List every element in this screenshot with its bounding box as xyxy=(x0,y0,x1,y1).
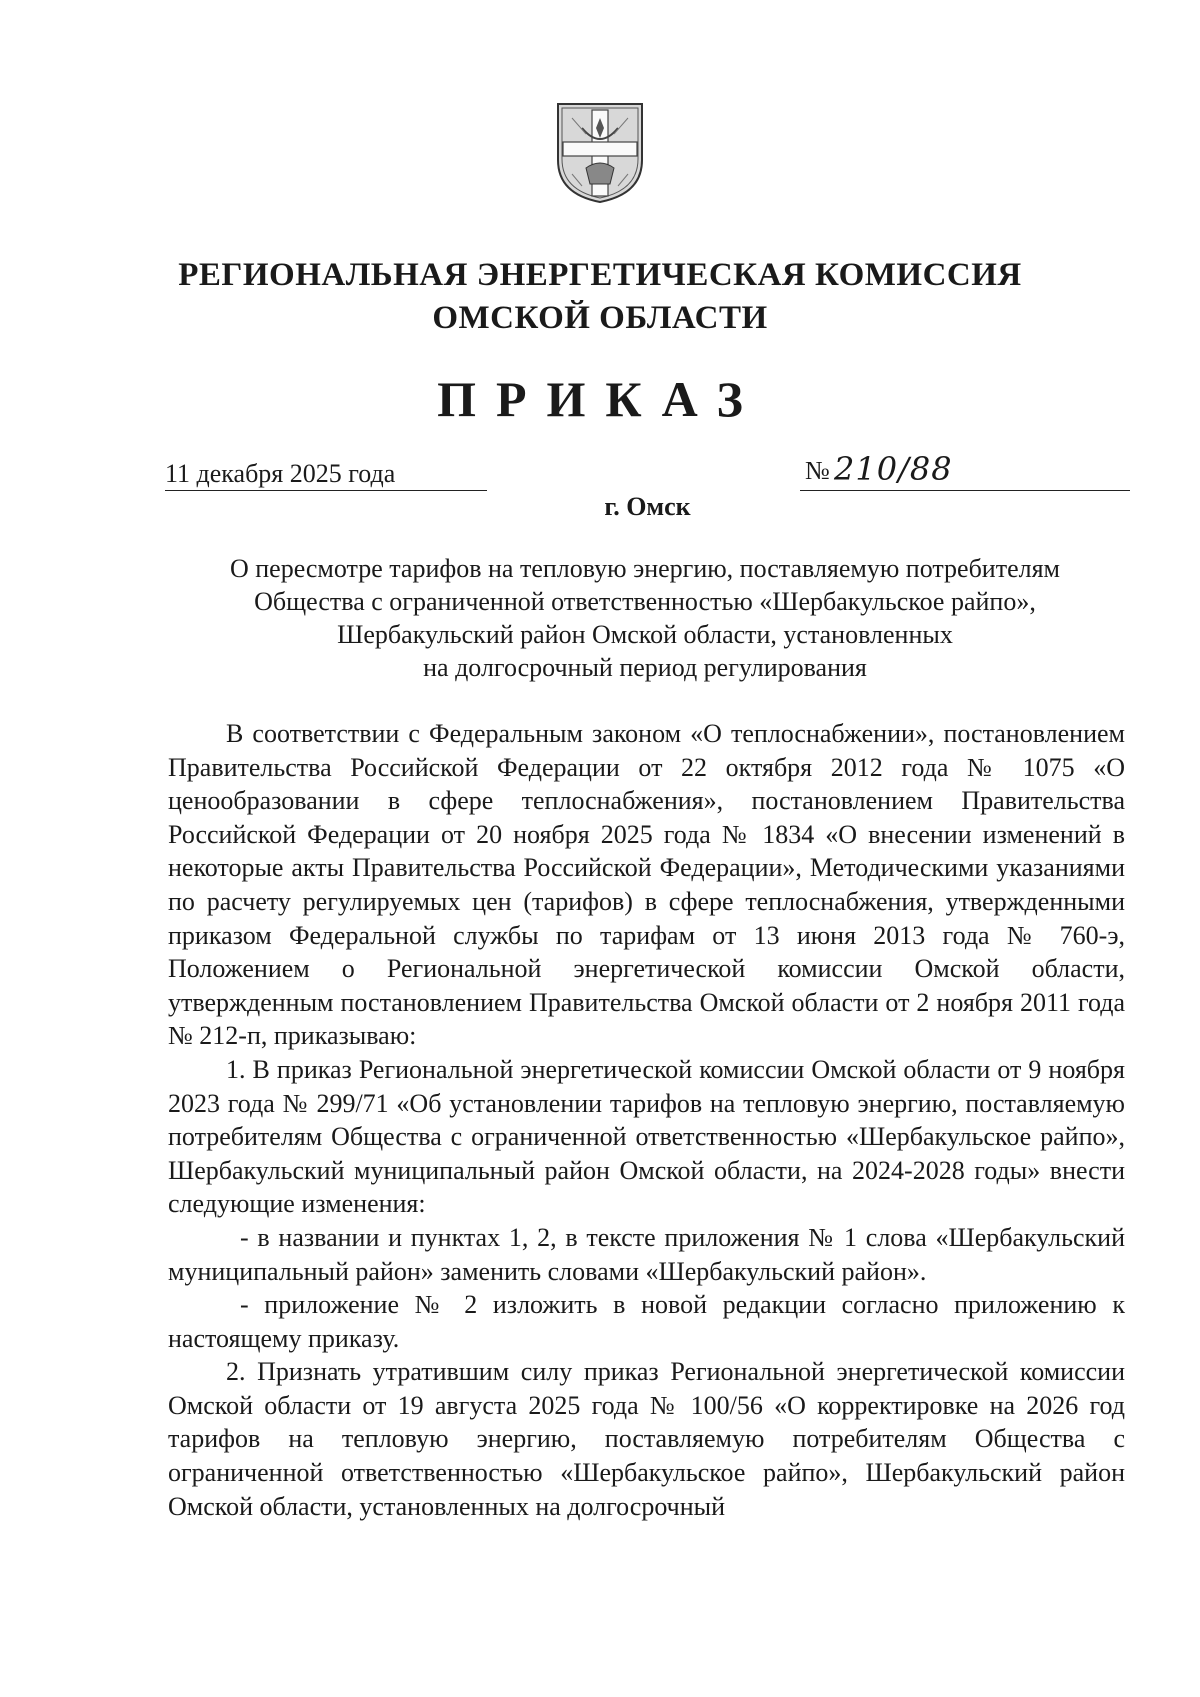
preamble-paragraph: В соответствии с Федеральным законом «О теплоснабжении», постановлением Правительства Российской Федерации от 22 октября 2012 года № 1075 «О ценообразовании в сфере теплоснабжения», постановлением Правительства Российской Федерации от 20 ноября 2025 года № 1834 «О внесении изменений в некоторые акты Правительства Российской Федерации», Методическими указаниями по расчету регулируемых цен (тарифов) в сфере теплоснабжения, утвержденными приказом Федеральной службы по тарифам от 13 июня 2013 года № 760-э, Положением о Региональной энергетической комиссии Омской области, утвержденным постановлением Правительства Омской области от 2 ноября 2011 года № 212-п, приказываю: xyxy=(168,719,1125,1051)
subject-line: на долгосрочный период регулирования xyxy=(423,653,867,682)
document-subject xyxy=(165,552,1125,684)
organization-name-line1: РЕГИОНАЛЬНАЯ ЭНЕРГЕТИЧЕСКАЯ КОМИССИЯ xyxy=(178,257,1022,293)
organization-name-line2: ОМСКОЙ ОБЛАСТИ xyxy=(432,300,768,336)
coat-of-arms-emblem xyxy=(552,98,648,206)
item-1-paragraph: 1. В приказ Региональной энергетической комиссии Омской области от 9 ноября 2023 года № 299/71 «Об установлении тарифов на тепловую энергию, поставляемую потребителям Общества с ограниченной ответственностью «Шербакульское райпо», Шербакульский муниципальный район Омской области, на 2024-2028 годы» внести следующие изменения: xyxy=(168,1054,1125,1219)
subject-line: О пересмотре тарифов на тепловую энергию, поставляемую потребителям xyxy=(229,554,1061,583)
number-sign: № xyxy=(805,456,830,485)
item-2-paragraph: 2. Признать утратившим силу приказ Региональной энергетической комиссии Омской области от 19 августа 2025 года № 100/56 «О корректировке на 2026 год тарифов на тепловую энергию, поставляемую потребителям Общества с ограниченной ответственностью «Шербакульское райпо», Шербакульский район Омской области, установленных на долгосрочный xyxy=(168,1357,1125,1521)
item-1-dash-2: - приложение № 2 изложить в новой редакции согласно приложению к настоящему приказу. xyxy=(168,1290,1125,1353)
document-type-title: ПРИКАЗ xyxy=(437,371,763,427)
document-body xyxy=(168,717,1125,1523)
document-number-handwritten: 210/88 xyxy=(834,450,953,488)
item-1-dash-1: - в названии и пунктах 1, 2, в тексте приложения № 1 слова «Шербакульский муниципальный район» заменить словами «Шербакульский район». xyxy=(168,1222,1125,1286)
city-name: г. Омск xyxy=(604,492,691,521)
subject-line: Общества с ограниченной ответственностью «Шербакульское райпо», xyxy=(254,587,1036,616)
document-number-field xyxy=(800,450,1130,491)
document-date: 11 декабря 2025 года xyxy=(165,458,487,491)
subject-line: Шербакульский район Омской области, установленных xyxy=(337,620,953,649)
